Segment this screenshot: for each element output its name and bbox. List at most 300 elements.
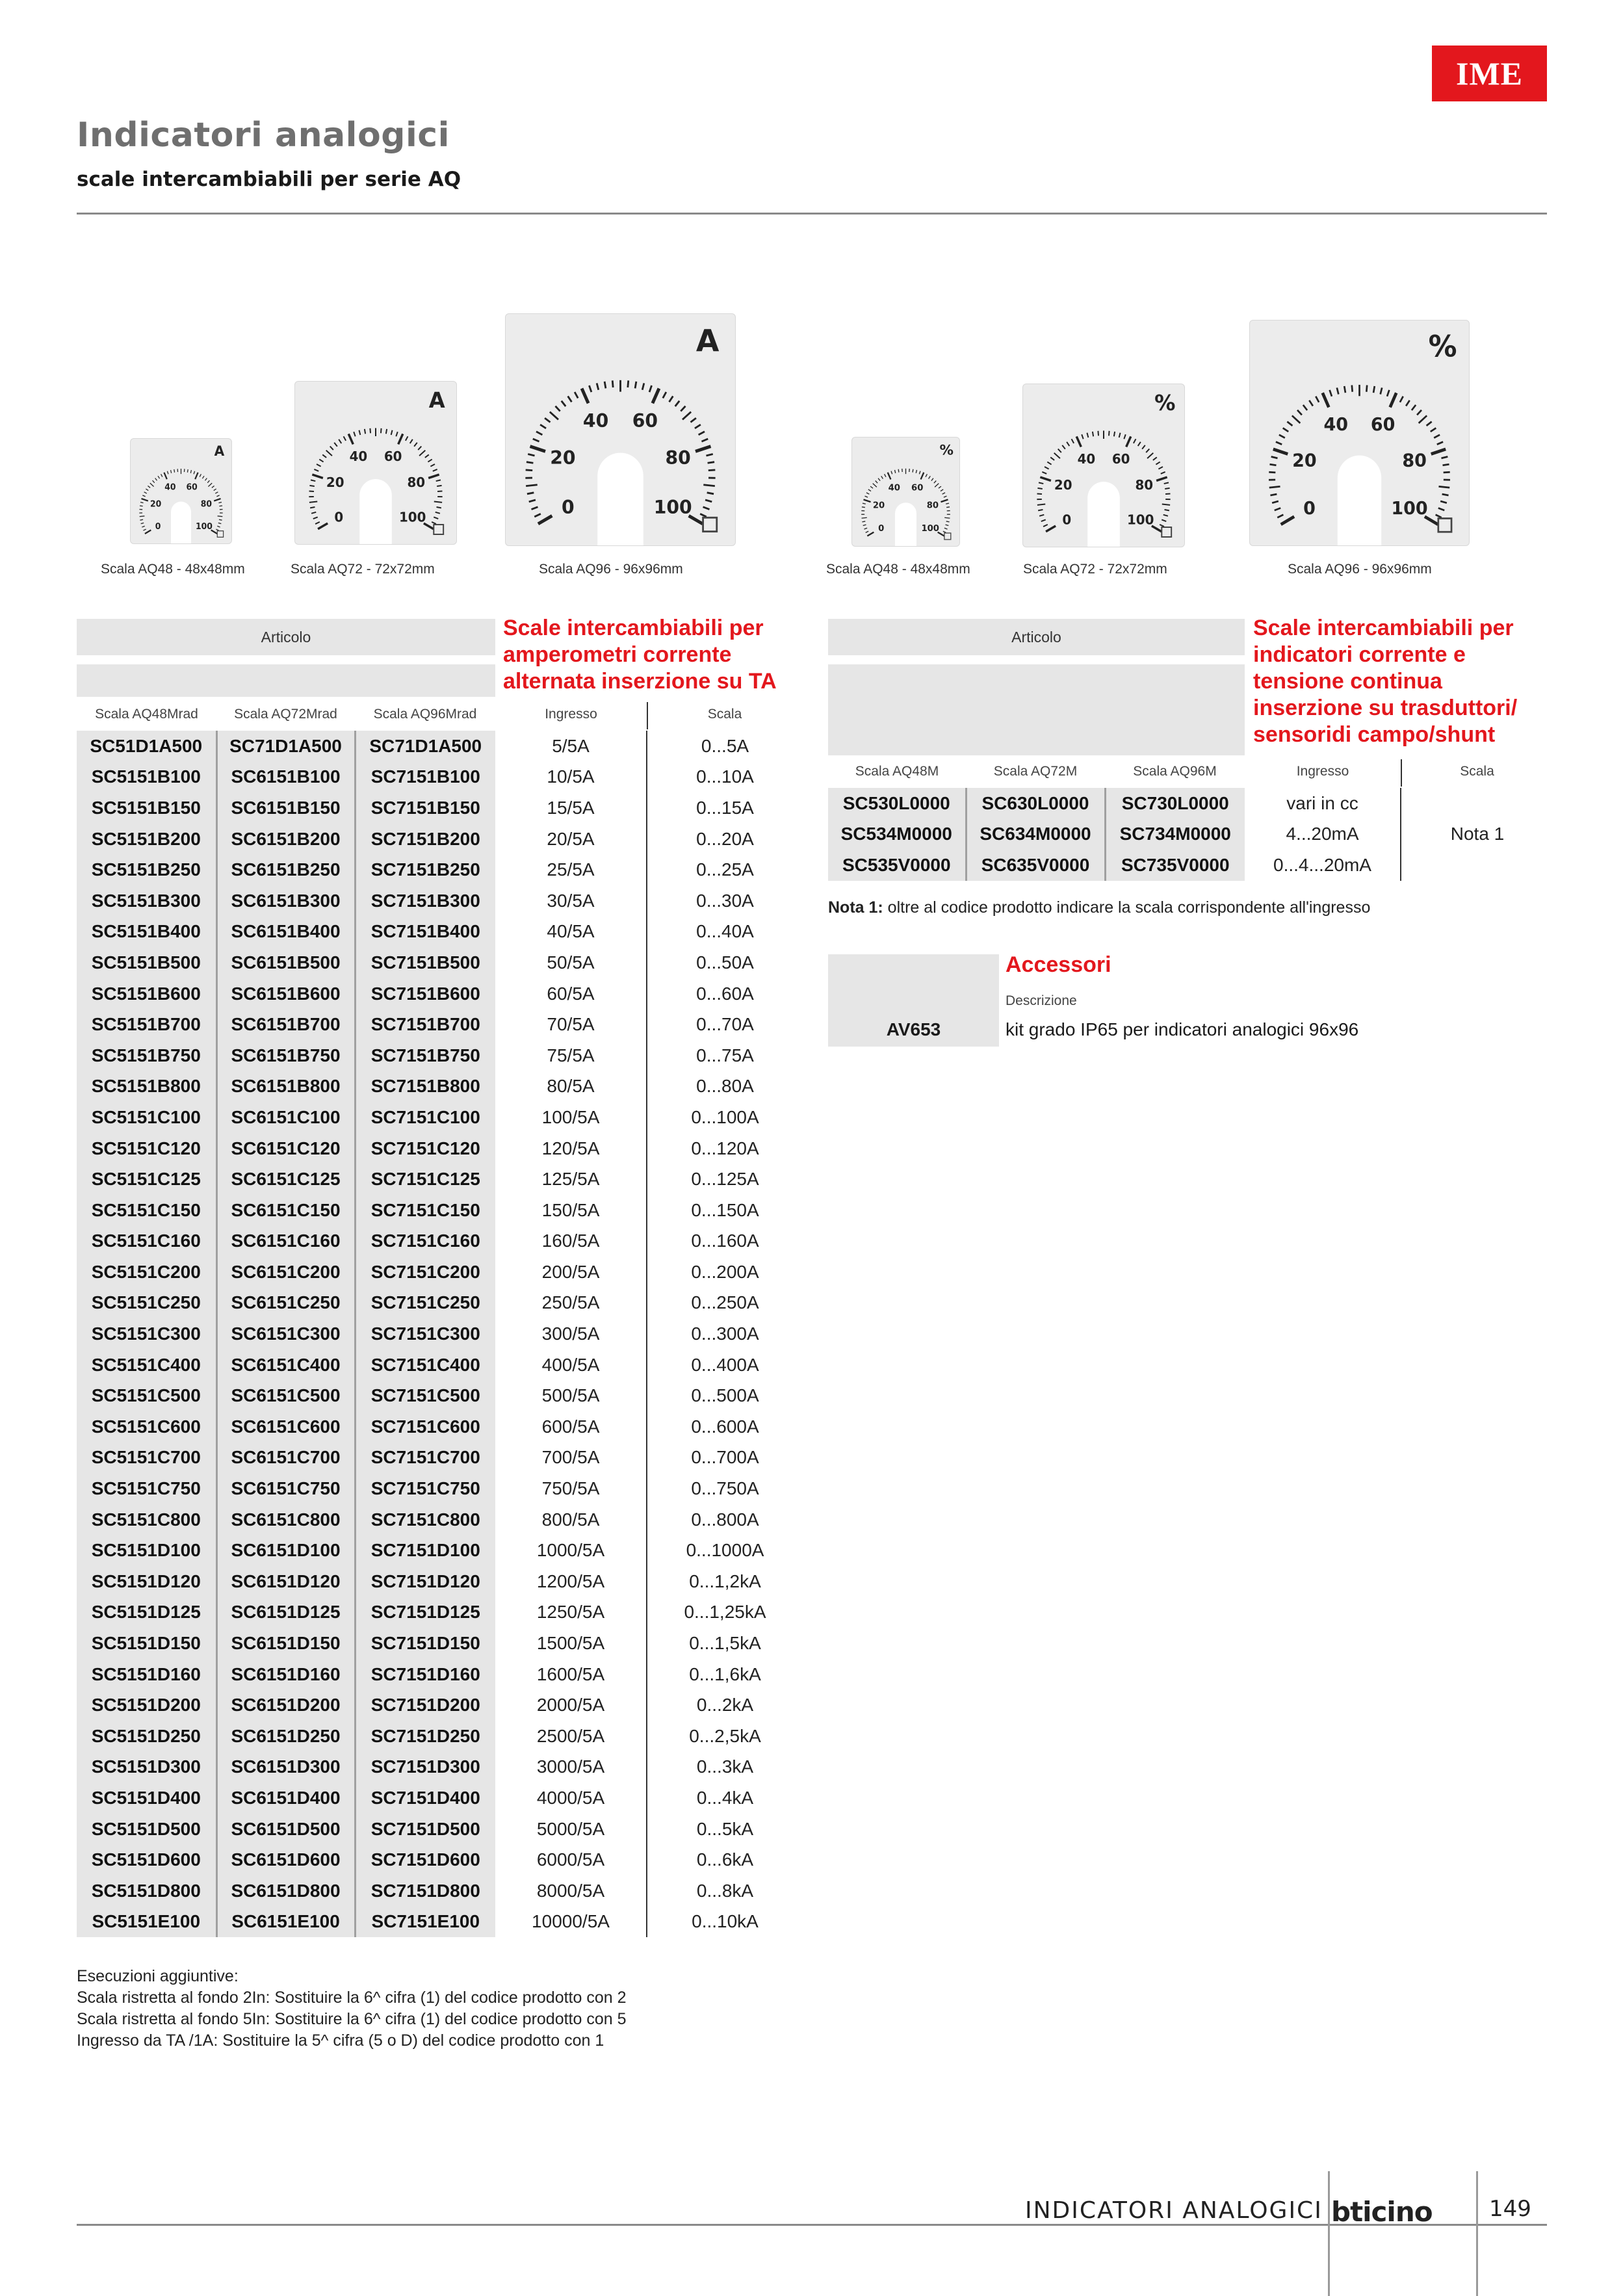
table-row xyxy=(77,1721,803,1752)
cell-scala: 0...70A xyxy=(647,1009,803,1040)
scale-tick xyxy=(530,447,546,452)
table-row xyxy=(77,1040,803,1071)
scale-tick xyxy=(1330,390,1332,397)
cell-code: SC735V0000 xyxy=(1105,850,1245,881)
scale-tick xyxy=(436,480,441,481)
scale-unit: % xyxy=(1154,390,1176,416)
scale-tick xyxy=(707,493,714,494)
scale-mark xyxy=(1438,518,1451,532)
scale-tick xyxy=(582,389,588,404)
cell-code: SC6151B300 xyxy=(216,885,355,917)
scale-unit: A xyxy=(695,322,720,359)
cell-scala: 0...1,2kA xyxy=(647,1566,803,1597)
cell-ingresso: 500/5A xyxy=(541,1385,600,1406)
scale-tick xyxy=(318,523,328,529)
cell-code: SC6151D800 xyxy=(216,1875,355,1907)
scale-tick xyxy=(1303,405,1307,410)
scale-tick xyxy=(705,500,712,502)
cell-code: SC71D1A500 xyxy=(216,731,355,762)
scale-slot xyxy=(1338,456,1381,545)
extra-line: Scala ristretta al fondo 2In: Sostituire la 6^ cifra (1) del codice prodotto con 2 xyxy=(77,1989,627,2007)
cell-ingresso: 300/5A xyxy=(541,1324,600,1344)
cell-scala: 0...80A xyxy=(647,1071,803,1102)
extra-title: Esecuzioni aggiuntive: xyxy=(77,1967,239,1985)
cell-ingresso: 80/5A xyxy=(547,1076,595,1097)
scale-tick xyxy=(202,476,204,478)
scale-tick xyxy=(1281,517,1294,525)
scale-tick xyxy=(317,464,321,466)
table-row xyxy=(77,1318,803,1350)
scale-tick xyxy=(1158,467,1163,469)
articolo-header-left: Articolo xyxy=(77,619,495,655)
cell-ingresso: 1600/5A xyxy=(536,1663,605,1684)
scale-tick xyxy=(219,519,222,520)
cell-code: SC5151E100 xyxy=(77,1907,216,1938)
cell-code: SC6151B100 xyxy=(216,762,355,793)
cell-code: SC5151C200 xyxy=(77,1257,216,1288)
scale-tick xyxy=(1076,436,1081,447)
scale-tick xyxy=(214,499,220,501)
table-left-title: Scale intercambiabili per amperometri corrente alternata inserzione su TA xyxy=(503,616,777,694)
col-header-aq72m: Scala AQ72M xyxy=(993,764,1078,779)
scale-tick xyxy=(885,474,886,476)
table-row xyxy=(77,1071,803,1102)
col-header-aq48m: Scala AQ48M xyxy=(855,764,939,779)
cell-code: SC7151D400 xyxy=(355,1782,495,1814)
cell-code: SC5151D120 xyxy=(77,1566,216,1597)
scale-tick xyxy=(1323,393,1329,407)
scale-tick xyxy=(326,450,332,456)
scale-tick xyxy=(1297,410,1302,415)
scale-tick xyxy=(194,471,195,475)
cell-code: SC5151B300 xyxy=(77,885,216,917)
scale-tick xyxy=(943,531,946,532)
scale-tick xyxy=(164,473,166,479)
cell-scala: 0...500A xyxy=(647,1380,803,1411)
accessori-desc-header: Descrizione xyxy=(1006,993,1077,1008)
cell-ingresso: 0...4...20mA xyxy=(1245,850,1401,881)
scale-tick xyxy=(312,475,323,478)
cell-code: SC5151D250 xyxy=(77,1721,216,1752)
cell-code: SC6151B800 xyxy=(216,1071,355,1102)
scale-tick xyxy=(866,531,868,532)
scale-tick xyxy=(148,486,150,488)
scale-tick xyxy=(898,469,899,473)
scale-tick xyxy=(706,454,712,456)
scale-tick xyxy=(174,469,175,473)
cell-ingresso: 160/5A xyxy=(541,1231,600,1251)
table-row xyxy=(77,762,803,793)
scale-slot xyxy=(1087,482,1120,547)
scale-label: 0 xyxy=(1062,512,1072,528)
scale-tick xyxy=(414,443,417,447)
table-row xyxy=(77,1473,803,1504)
scale-tick xyxy=(1062,445,1065,449)
scale-tick xyxy=(931,478,933,481)
scale-tick xyxy=(218,516,223,517)
cell-ingresso: vari in cc xyxy=(1245,788,1401,819)
cell-code: SC5151B150 xyxy=(77,792,216,824)
cell-scala: 0...150A xyxy=(647,1195,803,1226)
cell-code: SC5151B400 xyxy=(77,917,216,948)
scale-tick xyxy=(862,521,865,522)
scale-label: 40 xyxy=(1077,452,1096,467)
scale-tick xyxy=(146,489,148,491)
table-row xyxy=(77,1782,803,1814)
scale-tick xyxy=(944,528,948,529)
scale-tick xyxy=(527,493,534,494)
scale-tick xyxy=(708,462,714,463)
scale-tick xyxy=(562,401,566,406)
scale-label: 20 xyxy=(1054,478,1072,493)
scale-tick xyxy=(1417,410,1422,415)
cell-code: SC5151C400 xyxy=(77,1350,216,1381)
scale-tick xyxy=(1440,501,1447,503)
scale-tick xyxy=(921,473,924,480)
cell-code: SC5151B700 xyxy=(77,1009,216,1040)
scale-tick xyxy=(398,434,403,444)
cell-code: SC730L0000 xyxy=(1105,788,1245,819)
col-header-aq48mrad: Scala AQ48Mrad xyxy=(95,707,198,722)
scale-label: 0 xyxy=(561,496,575,518)
scale-tick xyxy=(1441,456,1448,458)
scale-tick xyxy=(1040,477,1051,480)
scale-tick xyxy=(1072,439,1074,443)
scale-tick xyxy=(381,428,382,433)
cell-code: SC7151B200 xyxy=(355,824,495,855)
table-row xyxy=(77,1628,803,1659)
scale-tick xyxy=(929,476,931,478)
scale-tick xyxy=(1316,397,1319,402)
cell-code: SC7151D600 xyxy=(355,1844,495,1875)
scale-tick xyxy=(649,385,651,392)
scale-tick xyxy=(526,462,533,463)
cell-code: SC7151C160 xyxy=(355,1226,495,1257)
cell-code: SC7151D500 xyxy=(355,1814,495,1845)
cell-ingresso: 1500/5A xyxy=(536,1633,605,1654)
scale-tick xyxy=(171,470,172,473)
scale-tick xyxy=(322,454,326,458)
scale-label: 0 xyxy=(1303,498,1316,519)
extra-line: Scala ristretta al fondo 5In: Sostituire la 6^ cifra (1) del codice prodotto con 5 xyxy=(77,2010,627,2028)
cell-scala: 0...30A xyxy=(647,885,803,917)
table-row xyxy=(77,854,803,885)
cell-code: SC6151C150 xyxy=(216,1195,355,1226)
header-divider xyxy=(77,213,1547,215)
cell-code: SC7151B250 xyxy=(355,854,495,885)
col-header-aq72mrad: Scala AQ72Mrad xyxy=(234,707,337,722)
scale-tick xyxy=(555,406,560,411)
table-amperometri xyxy=(77,731,803,1937)
scale-tick xyxy=(1153,457,1157,460)
cell-scala: 0...40A xyxy=(647,917,803,948)
scale-tick xyxy=(941,489,943,491)
accessori-title: Accessori xyxy=(1006,952,1111,977)
table-row xyxy=(77,1195,803,1226)
articolo-header-left-band xyxy=(77,664,495,697)
scale-tick xyxy=(1058,449,1061,452)
table-row xyxy=(77,1102,803,1133)
scale-tick xyxy=(354,432,355,436)
cell-scala: 0...75A xyxy=(647,1040,803,1071)
scale-tick xyxy=(862,507,865,508)
scale-label: 100 xyxy=(196,521,213,531)
scale-tick xyxy=(703,507,710,510)
cell-code: SC7151D150 xyxy=(355,1628,495,1659)
caption-aq72-pct: Scala AQ72 - 72x72mm xyxy=(1023,562,1167,577)
scale-tick xyxy=(1109,431,1110,436)
scale-image-aq48-pct xyxy=(851,437,960,547)
cell-code: SC734M0000 xyxy=(1105,819,1245,850)
scale-tick xyxy=(540,424,546,428)
cell-code: SC5151B750 xyxy=(77,1040,216,1071)
scale-tick xyxy=(604,382,606,389)
scale-tick xyxy=(1279,435,1285,438)
articolo-header-right-band xyxy=(828,664,1245,755)
scale-tick xyxy=(319,460,323,462)
scale-tick xyxy=(435,512,440,514)
cell-code: SC535V0000 xyxy=(828,850,966,881)
scale-mark xyxy=(1162,527,1171,537)
cell-code: SC5151D300 xyxy=(77,1752,216,1783)
scale-tick xyxy=(205,478,207,480)
scale-tick xyxy=(589,385,591,392)
scale-label: 40 xyxy=(888,483,900,493)
cell-code: SC7151C800 xyxy=(355,1504,495,1535)
cell-ingresso: 750/5A xyxy=(541,1478,600,1499)
scale-label: 60 xyxy=(911,483,924,493)
cell-code: SC5151B800 xyxy=(77,1071,216,1102)
cell-ingresso: 70/5A xyxy=(547,1014,595,1035)
table-row xyxy=(77,947,803,978)
cell-code: SC5151D160 xyxy=(77,1659,216,1690)
scale-mark xyxy=(703,517,717,531)
scale-slot xyxy=(597,453,643,545)
cell-code: SC6151C600 xyxy=(216,1411,355,1442)
cell-code: SC7151D200 xyxy=(355,1689,495,1721)
cell-code: SC5151C700 xyxy=(77,1442,216,1474)
cell-ingresso: 2500/5A xyxy=(536,1725,605,1746)
scale-tick xyxy=(1270,494,1277,495)
scale-label: 100 xyxy=(653,496,692,518)
cell-scala: 0...5A xyxy=(647,731,803,762)
cell-code: SC6151D200 xyxy=(216,1689,355,1721)
table-row xyxy=(77,1814,803,1845)
footer-divider xyxy=(77,2224,1547,2226)
scale-label: 60 xyxy=(186,482,198,492)
cell-code: SC6151D150 xyxy=(216,1628,355,1659)
cell-code: SC7151C500 xyxy=(355,1380,495,1411)
table-row xyxy=(77,1689,803,1721)
scale-tick xyxy=(144,492,147,493)
scale-tick xyxy=(1046,526,1056,532)
scale-tick xyxy=(934,481,936,484)
scale-dial-graphic xyxy=(1250,320,1469,545)
cell-code: SC5151D800 xyxy=(77,1875,216,1907)
cell-code: SC6151B150 xyxy=(216,792,355,824)
cell-scala: Nota 1 xyxy=(1401,788,1553,881)
scale-tick xyxy=(1138,442,1141,446)
col-header-aq96mrad: Scala AQ96Mrad xyxy=(373,707,477,722)
scale-tick xyxy=(1142,445,1145,449)
scale-tick xyxy=(538,515,552,523)
scale-tick xyxy=(533,439,539,441)
scale-tick xyxy=(1039,515,1044,516)
scale-tick xyxy=(1400,397,1403,402)
cell-ingresso: 120/5A xyxy=(541,1138,600,1158)
scale-tick xyxy=(217,526,220,527)
col-header-ingresso: Ingresso xyxy=(545,707,597,722)
cell-code: SC5151C750 xyxy=(77,1473,216,1504)
scale-tick xyxy=(1431,449,1446,454)
scale-tick xyxy=(1373,386,1375,393)
scale-slot xyxy=(171,502,191,543)
cell-ingresso: 1000/5A xyxy=(536,1540,605,1561)
cell-code: SC5151C800 xyxy=(77,1504,216,1535)
cell-ingresso: 30/5A xyxy=(547,890,595,911)
scale-tick xyxy=(386,429,387,434)
scale-tick xyxy=(1067,442,1069,446)
scale-label: 80 xyxy=(1135,478,1154,493)
scale-tick xyxy=(1309,400,1313,406)
scale-unit: A xyxy=(214,443,225,459)
cell-scala: 0...400A xyxy=(647,1350,803,1381)
scale-tick xyxy=(1082,434,1083,439)
table-row xyxy=(77,917,803,948)
cell-code: SC7151C750 xyxy=(355,1473,495,1504)
table-row xyxy=(77,1380,803,1411)
scale-tick xyxy=(195,473,198,479)
table-row xyxy=(77,885,803,917)
cell-code: SC6151D100 xyxy=(216,1535,355,1566)
scale-tick xyxy=(214,489,216,491)
scale-mark xyxy=(434,525,443,534)
cell-code: SC51D1A500 xyxy=(77,731,216,762)
scale-tick xyxy=(575,392,578,398)
cell-scala: 0...200A xyxy=(647,1257,803,1288)
scale-dial-graphic xyxy=(295,382,456,544)
scale-tick xyxy=(1156,462,1160,465)
cell-code: SC5151B600 xyxy=(77,978,216,1010)
cell-code: SC5151D600 xyxy=(77,1844,216,1875)
cell-ingresso: 10000/5A xyxy=(532,1911,610,1932)
cell-code: SC6151C800 xyxy=(216,1504,355,1535)
col-header-divider xyxy=(647,702,648,729)
scale-tick xyxy=(1087,433,1088,437)
cell-ingresso: 800/5A xyxy=(541,1509,600,1530)
scale-tick xyxy=(1043,525,1048,527)
cell-code: SC5151D200 xyxy=(77,1689,216,1721)
table-row xyxy=(77,1597,803,1628)
scale-tick xyxy=(526,485,538,486)
caption-aq72-a: Scala AQ72 - 72x72mm xyxy=(291,562,435,577)
cell-code: SC7151B500 xyxy=(355,947,495,978)
table-row xyxy=(77,824,803,855)
scale-tick xyxy=(158,476,160,478)
scale-tick xyxy=(703,485,715,486)
cell-code: SC5151C500 xyxy=(77,1380,216,1411)
caption-aq96-a: Scala AQ96 - 96x96mm xyxy=(539,562,683,577)
cell-code: SC5151B500 xyxy=(77,947,216,978)
cell-code: SC6151D500 xyxy=(216,1814,355,1845)
scale-tick xyxy=(434,517,438,519)
cell-code: SC6151D250 xyxy=(216,1721,355,1752)
scale-tick xyxy=(396,432,397,436)
cell-ingresso: 50/5A xyxy=(547,952,595,972)
scale-label: 60 xyxy=(1370,414,1396,436)
scale-tick xyxy=(1434,435,1440,438)
scale-tick xyxy=(1162,519,1166,521)
scale-label: 80 xyxy=(1402,450,1427,471)
scale-label: 60 xyxy=(383,449,402,465)
cell-ingresso: 8000/5A xyxy=(536,1880,605,1901)
caption-aq48-a: Scala AQ48 - 48x48mm xyxy=(101,562,245,577)
scale-tick xyxy=(190,470,191,473)
scale-dial-graphic xyxy=(1023,384,1184,547)
cell-code: SC7151D125 xyxy=(355,1597,495,1628)
scale-tick xyxy=(433,469,437,471)
cell-scala: 0...20A xyxy=(647,824,803,855)
scale-tick xyxy=(942,493,945,494)
cell-scala: 0...10kA xyxy=(647,1907,803,1938)
nota-1 xyxy=(828,898,1370,917)
scale-dial-graphic xyxy=(131,439,231,543)
scale-tick xyxy=(695,424,701,428)
cell-code: SC7151D160 xyxy=(355,1659,495,1690)
cell-ingresso: 100/5A xyxy=(541,1106,600,1127)
scale-slot xyxy=(895,502,916,546)
cell-ingresso: 20/5A xyxy=(547,828,595,849)
scale-label: 40 xyxy=(164,482,176,492)
scale-tick xyxy=(1287,422,1292,426)
table-row xyxy=(77,1288,803,1319)
scale-tick xyxy=(868,489,871,491)
scale-tick xyxy=(1269,486,1280,488)
cell-code: SC7151B300 xyxy=(355,885,495,917)
scale-tick xyxy=(207,480,209,483)
scale-tick xyxy=(669,396,673,402)
cell-code: SC6151C200 xyxy=(216,1257,355,1288)
cell-scala: 0...2,5kA xyxy=(647,1721,803,1752)
page-title: Indicatori analogici xyxy=(77,116,450,155)
scale-tick xyxy=(635,382,636,389)
scale-tick xyxy=(1292,415,1301,423)
scale-tick xyxy=(695,447,711,452)
scale-tick xyxy=(663,392,666,398)
scale-tick xyxy=(642,383,644,389)
scale-tick xyxy=(187,469,188,473)
scale-unit: % xyxy=(939,442,954,459)
cell-ingresso: 75/5A xyxy=(547,1045,595,1065)
scale-label: 20 xyxy=(872,501,885,511)
scale-label: 40 xyxy=(582,410,609,432)
cell-code: SC71D1A500 xyxy=(355,731,495,762)
cell-code: SC7151C125 xyxy=(355,1164,495,1195)
scale-tick xyxy=(919,471,920,475)
scale-label: 80 xyxy=(926,501,939,511)
cell-code: SC7151D250 xyxy=(355,1721,495,1752)
scale-image-aq96-a xyxy=(505,313,736,546)
scale-tick xyxy=(1163,515,1168,516)
scale-tick xyxy=(334,443,337,447)
cell-code: SC6151D400 xyxy=(216,1782,355,1814)
cell-code: SC6151D600 xyxy=(216,1844,355,1875)
cell-code: SC7151B800 xyxy=(355,1071,495,1102)
cell-scala: 0...6kA xyxy=(647,1844,803,1875)
cell-scala: 0...4kA xyxy=(647,1782,803,1814)
cell-code: SC6151D125 xyxy=(216,1597,355,1628)
cell-code: SC7151B600 xyxy=(355,978,495,1010)
